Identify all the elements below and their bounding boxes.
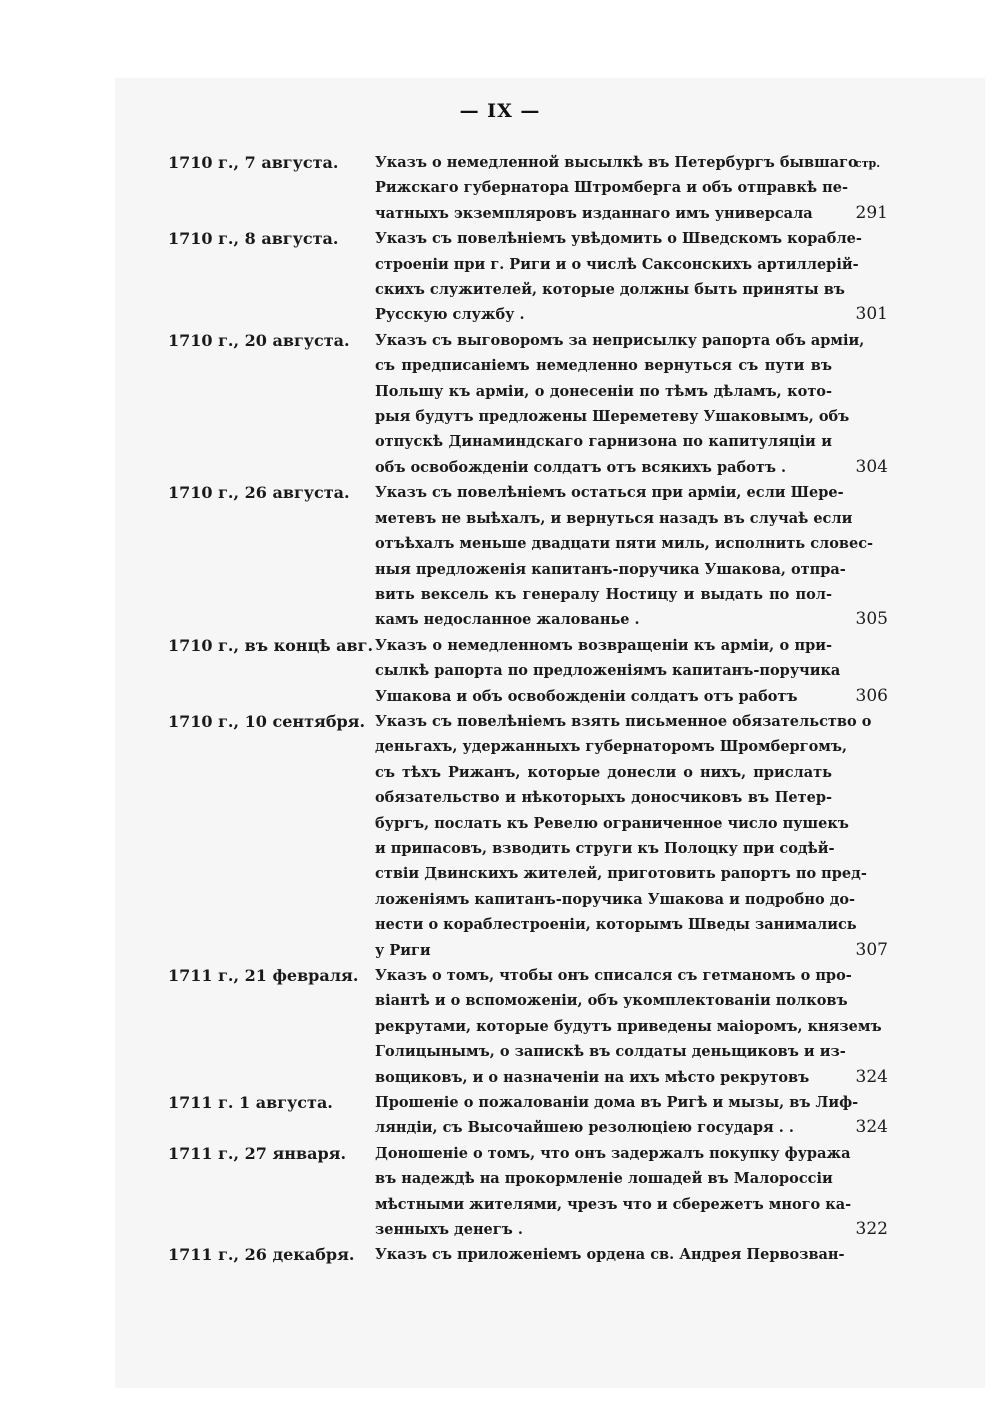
entry-line: Доношеніе о томъ, что онъ задержалъ покупку фуража (375, 1144, 851, 1162)
entry-page-number: 305 (855, 609, 888, 630)
entry-page-number: 324 (855, 1066, 888, 1087)
entry-line: Рижскаго губернатора Штромберга и объ отправкѣ пе- (375, 179, 848, 197)
entry-date: 1711 г. 1 августа. (168, 1093, 333, 1113)
entry-line: отпускѣ Динаминдскаго гарнизона по капитуляціи и (375, 433, 832, 451)
entries-list (168, 150, 888, 1268)
entry-description (375, 226, 862, 328)
entry-line: отъѣхалъ меньше двадцати пяти миль, исполнить словес- (375, 535, 874, 553)
entry-page-number: 307 (855, 939, 888, 960)
entry-page-number: 304 (855, 456, 888, 477)
entry-description (375, 1090, 859, 1141)
entry-line: ныя предложенія капитанъ-поручика Ушакова, отпра- (375, 560, 846, 578)
entry-line: Ушакова и объ освобожденіи солдатъ отъ работъ (375, 687, 798, 705)
entry-date: 1710 г., въ концѣ авг. (168, 635, 374, 655)
entry (168, 480, 888, 632)
entry-line: Указъ съ приложеніемъ ордена св. Андрея Первозван- (375, 1246, 845, 1264)
entry (168, 226, 888, 328)
entry-line: Прошеніе о пожалованіи дома въ Ригѣ и мызы, въ Лиф- (375, 1094, 859, 1112)
entry-description (375, 150, 858, 226)
entry-line: скихъ служителей, которые должны быть приняты въ (375, 281, 845, 299)
entry-date: 1711 г., 26 декабря. (168, 1245, 355, 1265)
entry-line: и припасовъ, взводить струги къ Полоцку при содѣй- (375, 839, 835, 857)
entry-description (375, 633, 841, 709)
entry-date: 1710 г., 8 августа. (168, 229, 339, 249)
entry-line: Польшу къ арміи, о донесеніи по тѣмъ дѣламъ, кото- (375, 382, 832, 400)
entry-line: Указъ о немедленномъ возвращеніи къ арміи, о при- (375, 636, 832, 654)
entry-line: мѣстными жителями, чрезъ что и сбережетъ много ка- (375, 1195, 852, 1213)
entry-line: сылкѣ рапорта по предложеніямъ капитанъ-поручика (375, 662, 841, 680)
entry-line: камъ недосланное жалованье . (375, 611, 640, 629)
entry-line: ложеніямъ капитанъ-поручика Ушакова и подробно до- (375, 890, 856, 908)
entry-line: объ освобожденіи солдатъ отъ всякихъ работъ . (375, 458, 787, 476)
entry-line: Указъ съ повелѣніемъ взять письменное обязательство о (375, 712, 872, 730)
entry-line: Указъ о томъ, чтобы онъ списался съ гетманомъ о про- (375, 967, 852, 984)
entry (168, 328, 888, 480)
entry-date: 1711 г., 21 февраля. (168, 966, 359, 985)
entry-line: съ тѣхъ Рижанъ, которые донесли о нихъ, прислать (375, 763, 832, 781)
entry-date: 1710 г., 7 августа. (168, 153, 339, 172)
entry-date: 1710 г., 10 сентября. (168, 711, 366, 731)
entry-line: вить вексель къ генералу Ностицу и выдать по пол- (375, 585, 832, 603)
entry (168, 1242, 888, 1267)
entry-line: метевъ не выѣхалъ, и вернуться назадъ въ случаѣ если (375, 509, 853, 527)
entry-line: строеніи при г. Риги и о числѣ Саксонскихъ артиллерій- (375, 255, 859, 273)
entry-page-number: 301 (855, 304, 888, 325)
entry-page-number: 322 (855, 1219, 888, 1240)
entry-line: Голицынымъ, о запискѣ въ солдаты деньщиковъ и из- (375, 1043, 846, 1061)
entry-line: въ надеждѣ на прокормленіе лошадей въ Малороссіи (375, 1170, 833, 1188)
entry-page-number: 324 (855, 1117, 888, 1138)
entry-line: зенныхъ денегъ . (375, 1221, 523, 1239)
entry-line: обязательство и нѣкоторыхъ доносчиковъ въ Петер- (375, 789, 832, 807)
entry-line: Указъ съ повелѣніемъ остаться при арміи, если Шере- (375, 484, 844, 502)
entry-line: бургъ, послать къ Ревелю ограниченное число пушекъ (375, 814, 849, 832)
entry (168, 150, 888, 226)
entry (168, 633, 888, 709)
entry (168, 709, 888, 963)
entry-line: ляндіи, съ Высочайшею резолюціею государя . . (375, 1119, 794, 1137)
entry-line: віантѣ и о вспоможеніи, объ укомплектованіи полковъ (375, 992, 848, 1010)
entry-line: Указъ о немедленной высылкѣ въ Петербургъ бывшаго (375, 154, 858, 171)
entry-description (375, 1141, 852, 1243)
page-header: — IX — (459, 100, 541, 122)
entry-line: деньгахъ, удержанныхъ губернаторомъ Шромбергомъ, (375, 738, 848, 756)
entry-line: съ предписаніемъ немедленно вернуться съ пути въ (375, 357, 832, 375)
entry (168, 963, 888, 1090)
entry-page-number: 306 (855, 685, 888, 706)
entry-line: Указъ съ выговоромъ за неприсылку рапорта объ арміи, (375, 331, 865, 349)
entry-line: чатныхъ экземпляровъ изданнаго имъ универсала (375, 204, 813, 222)
entry-description (375, 1242, 845, 1267)
entry-line: Русскую службу . (375, 306, 525, 324)
entry-page-number: 291 (855, 202, 888, 223)
entry-line: Указъ съ повелѣніемъ увѣдомить о Шведскомъ корабле- (375, 230, 862, 248)
entry-description (375, 328, 865, 480)
entry-line: вощиковъ, и о назначеніи на ихъ мѣсто рекрутовъ (375, 1068, 810, 1086)
entry (168, 1141, 888, 1243)
entry-date: 1711 г., 27 января. (168, 1143, 347, 1163)
entry (168, 1090, 888, 1141)
entry-line: нести о кораблестроеніи, которымъ Шведы занимались (375, 916, 857, 934)
page-column-label: стр. (855, 157, 881, 170)
entry-line: у Риги (375, 941, 431, 959)
entry-line: рекрутами, которые будутъ приведены маіоромъ, княземъ (375, 1017, 882, 1035)
entry-date: 1710 г., 20 августа. (168, 330, 350, 350)
entry-line: рыя будутъ предложены Шереметеву Ушаковымъ, объ (375, 408, 850, 426)
entry-line: ствіи Двинскихъ жителей, приготовить рапортъ по пред- (375, 865, 867, 883)
entry-date: 1710 г., 26 августа. (168, 483, 350, 503)
